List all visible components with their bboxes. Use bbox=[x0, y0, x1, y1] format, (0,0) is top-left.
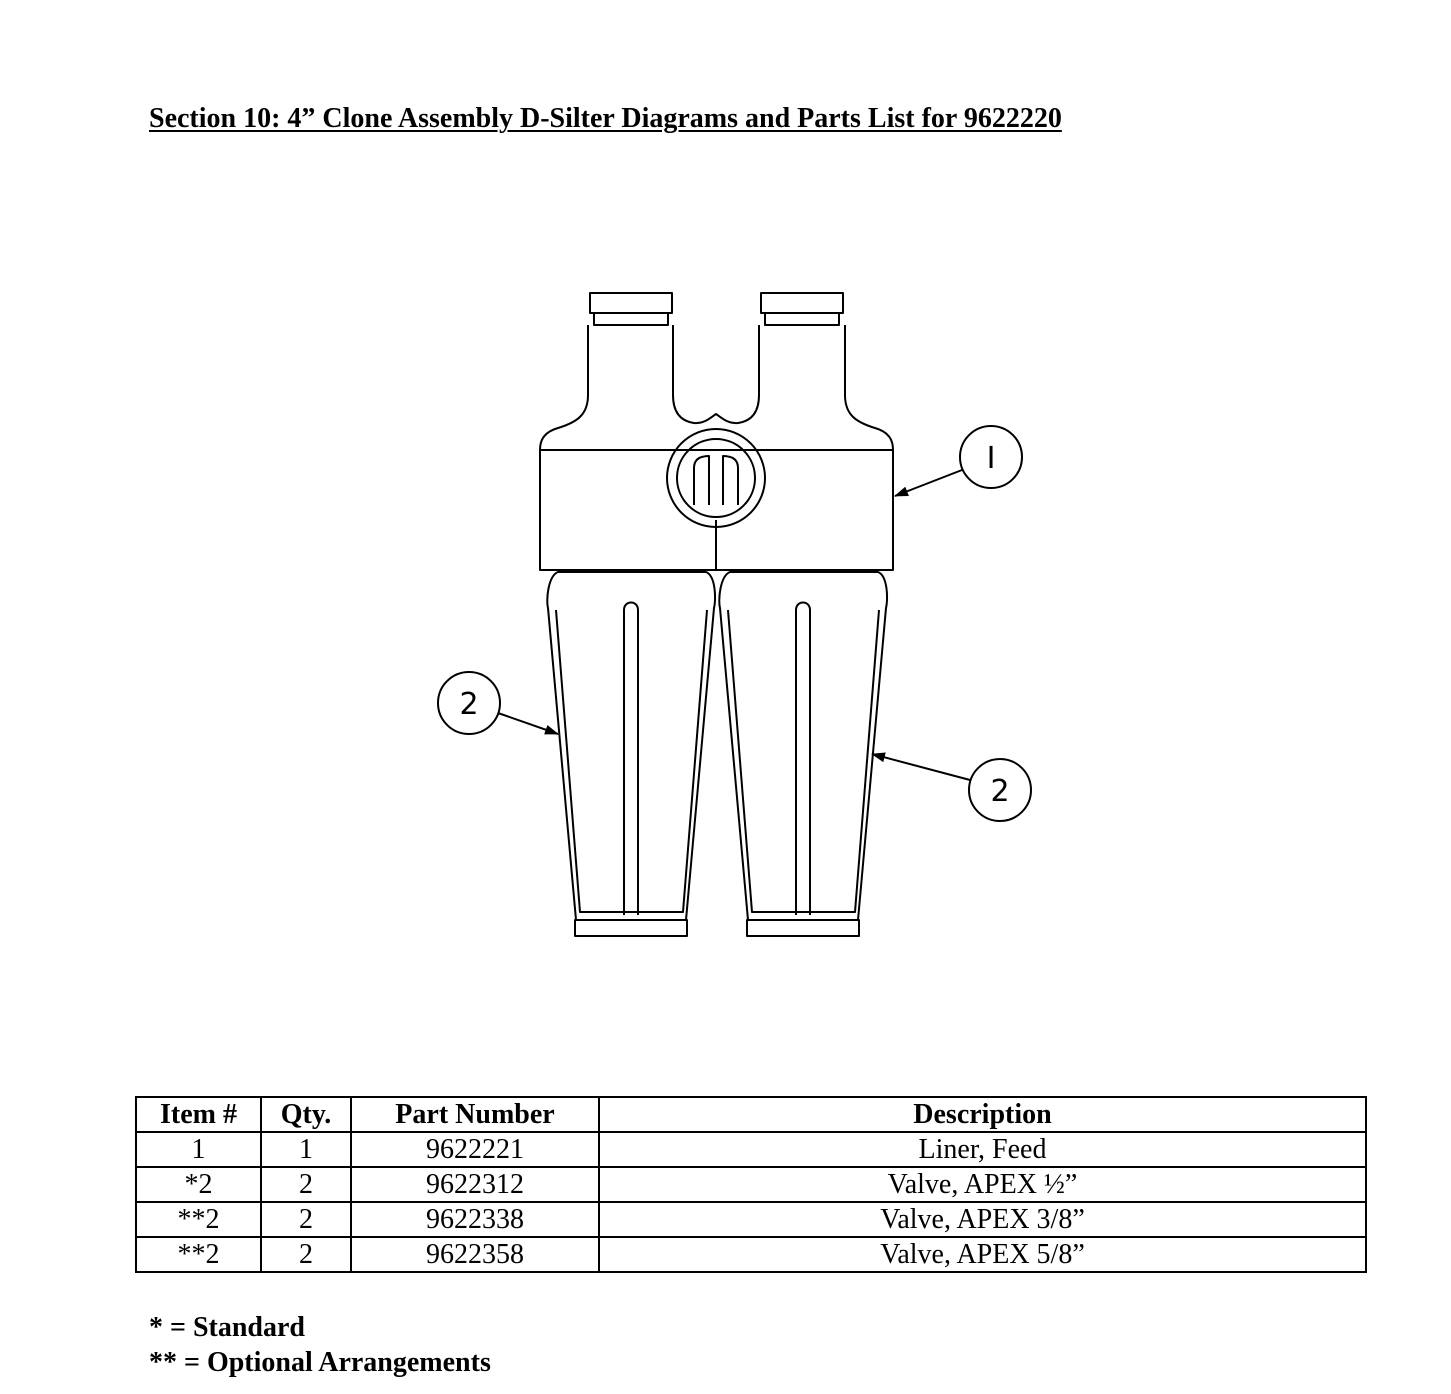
cell-part-number: 9622221 bbox=[351, 1132, 599, 1167]
feed-inlet bbox=[667, 429, 765, 527]
cell-description: Valve, APEX ½” bbox=[599, 1167, 1366, 1202]
left-cone bbox=[547, 572, 715, 936]
cell-item: **2 bbox=[136, 1202, 261, 1237]
callout-1-label: I bbox=[986, 441, 996, 476]
left-inlet-cap bbox=[590, 293, 672, 325]
page-title: Section 10: 4” Clone Assembly D-Silter Diagrams and Parts List for 9622220 bbox=[149, 103, 1062, 134]
table-row bbox=[136, 1202, 1366, 1237]
table-row bbox=[136, 1132, 1366, 1167]
legend-standard: * = Standard bbox=[149, 1312, 305, 1343]
cell-qty: 2 bbox=[261, 1202, 351, 1237]
right-cone bbox=[719, 572, 887, 936]
table-row bbox=[136, 1167, 1366, 1202]
cell-description: Valve, APEX 5/8” bbox=[599, 1237, 1366, 1272]
cell-item: 1 bbox=[136, 1132, 261, 1167]
legend bbox=[149, 1310, 491, 1380]
cell-description: Liner, Feed bbox=[599, 1132, 1366, 1167]
cell-qty: 2 bbox=[261, 1167, 351, 1202]
header-description: Description bbox=[599, 1097, 1366, 1132]
right-inlet-cap bbox=[761, 293, 843, 325]
cell-part-number: 9622338 bbox=[351, 1202, 599, 1237]
header-qty: Qty. bbox=[261, 1097, 351, 1132]
callout-2-left-label: 2 bbox=[459, 687, 479, 722]
cell-description: Valve, APEX 3/8” bbox=[599, 1202, 1366, 1237]
legend-optional: ** = Optional Arrangements bbox=[149, 1347, 491, 1378]
cell-part-number: 9622312 bbox=[351, 1167, 599, 1202]
callout-2-right-label: 2 bbox=[990, 774, 1010, 809]
cell-item: *2 bbox=[136, 1167, 261, 1202]
cell-qty: 2 bbox=[261, 1237, 351, 1272]
header-item: Item # bbox=[136, 1097, 261, 1132]
cell-qty: 1 bbox=[261, 1132, 351, 1167]
table-header-row bbox=[136, 1097, 1366, 1132]
cell-item: **2 bbox=[136, 1237, 261, 1272]
table-row bbox=[136, 1237, 1366, 1272]
header-part-number: Part Number bbox=[351, 1097, 599, 1132]
parts-list-table bbox=[135, 1096, 1367, 1273]
cell-part-number: 9622358 bbox=[351, 1237, 599, 1272]
